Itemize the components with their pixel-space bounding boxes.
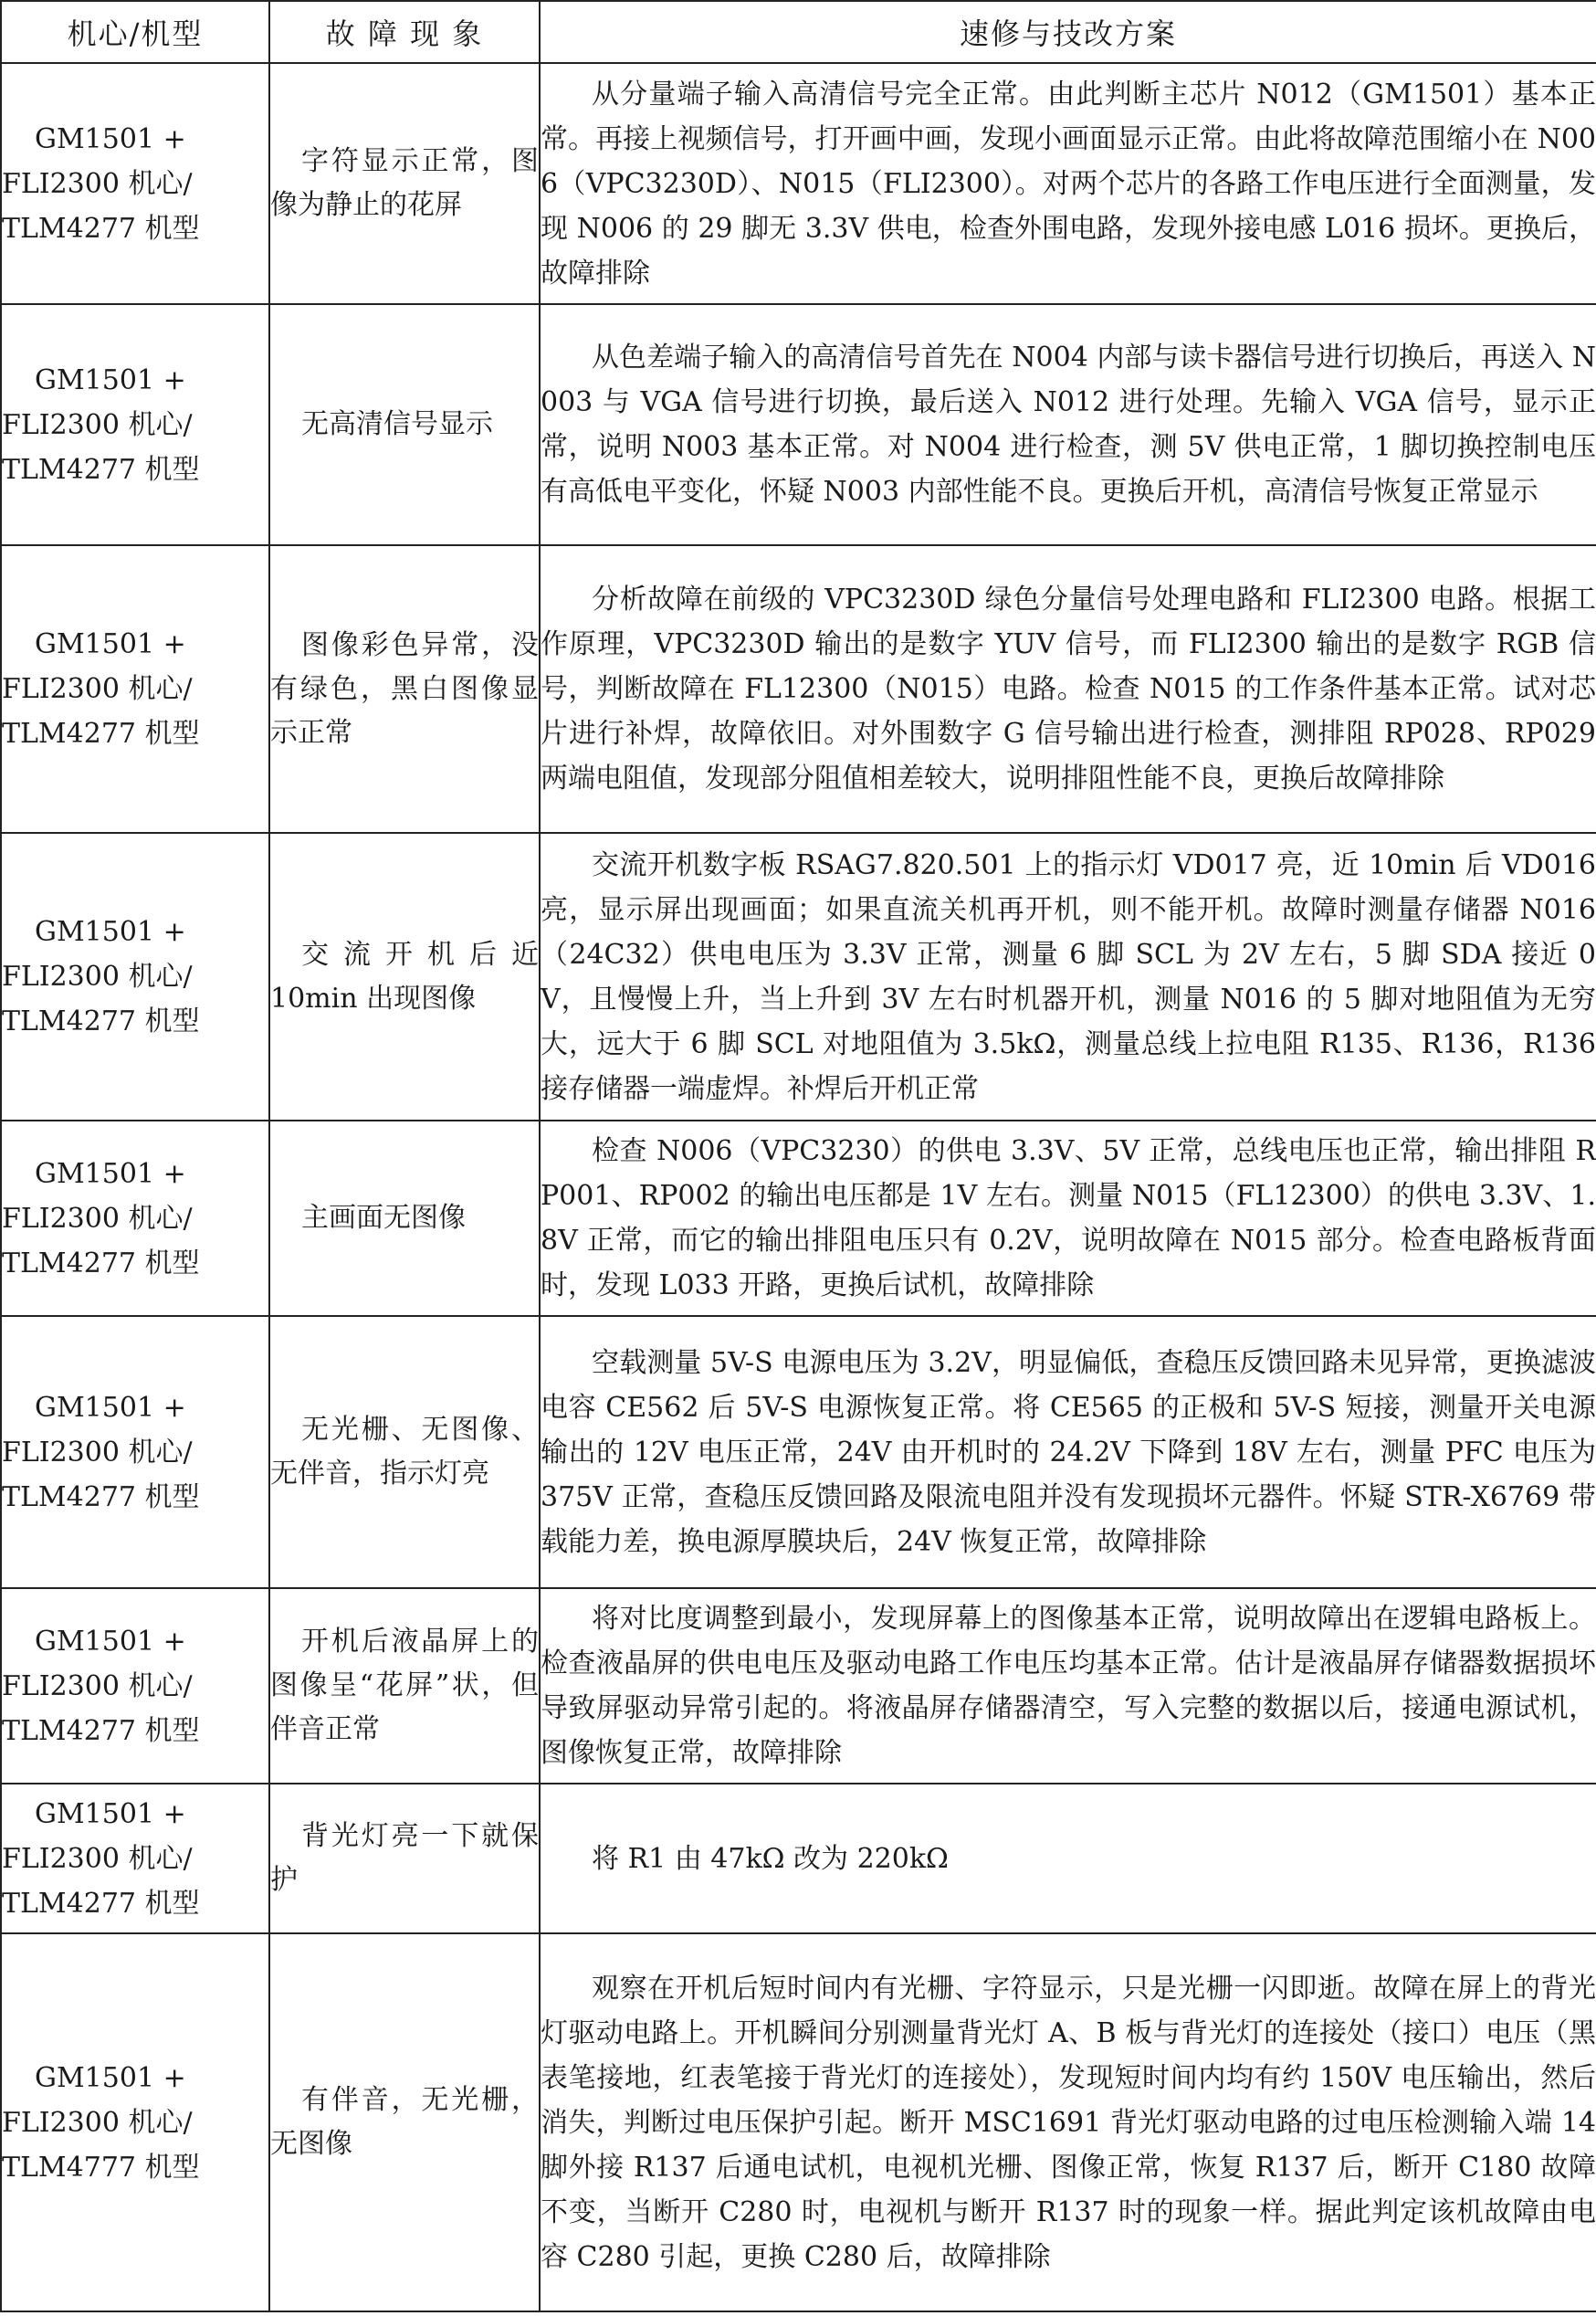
symptom-cell: 开机后液晶屏上的图像呈“花屏”状，但伴音正常 (269, 1588, 540, 1784)
header-symptom: 故 障 现 象 (269, 1, 540, 63)
model-line: GM1501 + (35, 1157, 186, 1190)
model-line: GM1501 + (35, 2061, 186, 2094)
model-line: FLI2300 机心/ (2, 408, 193, 441)
model-line: TLM4277 机型 (2, 1005, 200, 1037)
solution-cell: 从分量端子输入高清信号完全正常。由此判断主芯片 N012（GM1501）基本正常。再接上视频信号，打开画中画，发现小画面显示正常。由此将故障范围缩小在 N006（VPC3230D）、N015（FLI2300）。对两个芯片的各路工作电压进行全面测量，发现 N006 的 29 脚无 3.3V 供电，检查外围电路，发现外接电感 L016 损坏。更换后，故障排除 (540, 63, 1596, 304)
model-line: TLM4277 机型 (2, 1247, 200, 1279)
model-cell (1, 1316, 269, 1588)
solution-cell: 将 R1 由 47kΩ 改为 220kΩ (540, 1784, 1596, 1933)
model-line: GM1501 + (35, 628, 186, 660)
table-row (1, 1588, 1596, 1784)
table-row (1, 1121, 1596, 1316)
model-line: GM1501 + (35, 1625, 186, 1658)
model-line: TLM4777 机型 (2, 2151, 200, 2184)
model-line: GM1501 + (35, 363, 186, 396)
symptom-cell: 背光灯亮一下就保护 (269, 1784, 540, 1933)
model-cell (1, 1933, 269, 2311)
solution-cell: 分析故障在前级的 VPC3230D 绿色分量信号处理电路和 FLI2300 电路。根据工作原理，VPC3230D 输出的是数字 YUV 信号，而 FLI2300 输出的是数字 RGB 信号，判断故障在 FL12300（N015）电路。检查 N015 的工作条件基本正常。试对芯片进行补焊，故障依旧。对外围数字 G 信号输出进行检查，测排阻 RP028、RP029 两端电阻值，发现部分阻值相差较大，说明排阻性能不良，更换后故障排除 (540, 545, 1596, 833)
model-line: FLI2300 机心/ (2, 1842, 193, 1875)
model-line: GM1501 + (35, 1797, 186, 1830)
table-row (1, 1933, 1596, 2311)
model-line: FLI2300 机心/ (2, 1436, 193, 1469)
model-line: FLI2300 机心/ (2, 167, 193, 200)
solution-cell: 观察在开机后短时间内有光栅、字符显示，只是光栅一闪即逝。故障在屏上的背光灯驱动电路上。开机瞬间分别测量背光灯 A、B 板与背光灯的连接处（接口）电压（黑表笔接地，红表笔接于背光灯的连接处），发现短时间内均有约 150V 电压输出，然后消失，判断过电压保护引起。断开 MSC1691 背光灯驱动电路的过电压检测输入端 14 脚外接 R137 后通电试机，电视机光栅、图像正常，恢复 R137 后，断开 C180 故障不变，当断开 C280 时，电视机与断开 R137 时的现象一样。据此判定该机故障由电容 C280 引起，更换 C280 后，故障排除 (540, 1933, 1596, 2311)
symptom-cell: 字符显示正常，图像为静止的花屏 (269, 63, 540, 304)
table-row (1, 1316, 1596, 1588)
model-cell (1, 304, 269, 545)
model-line: FLI2300 机心/ (2, 1202, 193, 1235)
model-line: TLM4277 机型 (2, 453, 200, 486)
table-row (1, 63, 1596, 304)
header-solution: 速修与技改方案 (540, 1, 1596, 63)
model-line: TLM4277 机型 (2, 718, 200, 750)
table-header-row (1, 1, 1596, 63)
symptom-cell: 主画面无图像 (269, 1121, 540, 1316)
model-cell (1, 63, 269, 304)
model-cell (1, 1784, 269, 1933)
symptom-cell: 图像彩色异常，没有绿色，黑白图像显示正常 (269, 545, 540, 833)
model-line: TLM4277 机型 (2, 1714, 200, 1747)
table-row (1, 1784, 1596, 1933)
model-line: TLM4277 机型 (2, 1480, 200, 1513)
model-line: GM1501 + (35, 122, 186, 155)
model-line: FLI2300 机心/ (2, 673, 193, 705)
model-line: FLI2300 机心/ (2, 1669, 193, 1702)
model-cell (1, 1588, 269, 1784)
model-line: TLM4277 机型 (2, 212, 200, 245)
model-cell (1, 545, 269, 833)
symptom-cell: 无光栅、无图像、无伴音，指示灯亮 (269, 1316, 540, 1588)
model-cell (1, 833, 269, 1121)
header-model: 机心/机型 (1, 1, 269, 63)
model-line: GM1501 + (35, 916, 186, 948)
solution-cell: 从色差端子输入的高清信号首先在 N004 内部与读卡器信号进行切换后，再送入 N003 与 VGA 信号进行切换，最后送入 N012 进行处理。先输入 VGA 信号，显示正常，说明 N003 基本正常。对 N004 进行检查，测 5V 供电正常，1 脚切换控制电压有高低电平变化，怀疑 N003 内部性能不良。更换后开机，高清信号恢复正常显示 (540, 304, 1596, 545)
model-line: TLM4277 机型 (2, 1887, 200, 1920)
solution-cell: 交流开机数字板 RSAG7.820.501 上的指示灯 VD017 亮，近 10min 后 VD016 亮，显示屏出现画面；如果直流关机再开机，则不能开机。故障时测量存储器 N016（24C32）供电电压为 3.3V 正常，测量 6 脚 SCL 为 2V 左右，5 脚 SDA 接近 0V，且慢慢上升，当上升到 3V 左右时机器开机，测量 N016 的 5 脚对地阻值为无穷大，远大于 6 脚 SCL 对地阻值为 3.5kΩ，测量总线上拉电阻 R135、R136，R136 接存储器一端虚焊。补焊后开机正常 (540, 833, 1596, 1121)
model-line: FLI2300 机心/ (2, 961, 193, 993)
solution-cell: 空载测量 5V-S 电源电压为 3.2V，明显偏低，查稳压反馈回路未见异常，更换滤波电容 CE562 后 5V-S 电源恢复正常。将 CE565 的正极和 5V-S 短接，测量开关电源输出的 12V 电压正常，24V 由开机时的 24.2V 下降到 18V 左右，测量 PFC 电压为 375V 正常，查稳压反馈回路及限流电阻并没有发现损坏元器件。怀疑 STR-X6769 带载能力差，换电源厚膜块后，24V 恢复正常，故障排除 (540, 1316, 1596, 1588)
table-row (1, 833, 1596, 1121)
symptom-cell: 交流开机后近 10min 出现图像 (269, 833, 540, 1121)
model-cell (1, 1121, 269, 1316)
table-row (1, 304, 1596, 545)
solution-cell: 检查 N006（VPC3230）的供电 3.3V、5V 正常，总线电压也正常，输出排阻 RP001、RP002 的输出电压都是 1V 左右。测量 N015（FL12300）的供电 3.3V、1.8V 正常，而它的输出排阻电压只有 0.2V，说明故障在 N015 部分。检查电路板背面时，发现 L033 开路，更换后试机，故障排除 (540, 1121, 1596, 1316)
model-line: GM1501 + (35, 1391, 186, 1424)
symptom-cell: 无高清信号显示 (269, 304, 540, 545)
table-row (1, 545, 1596, 833)
solution-cell: 将对比度调整到最小，发现屏幕上的图像基本正常，说明故障出在逻辑电路板上。检查液晶屏的供电电压及驱动电路工作电压均基本正常。估计是液晶屏存储器数据损坏导致屏驱动异常引起的。将液晶屏存储器清空，写入完整的数据以后，接通电源试机，图像恢复正常，故障排除 (540, 1588, 1596, 1784)
symptom-cell: 有伴音，无光栅，无图像 (269, 1933, 540, 2311)
model-line: FLI2300 机心/ (2, 2106, 193, 2139)
